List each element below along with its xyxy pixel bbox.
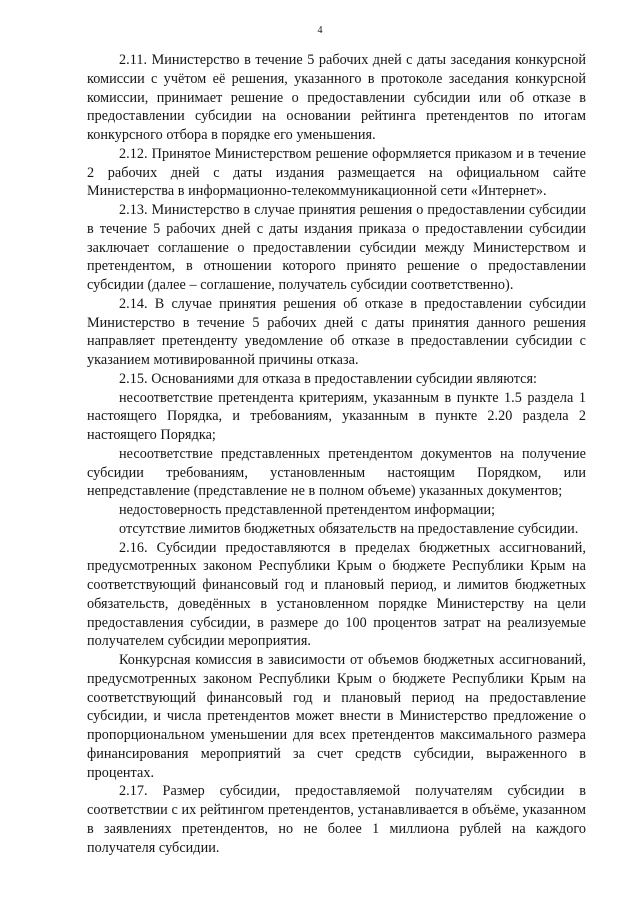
refusal-ground-documents: несоответствие представленных претендентом документов на получение субсидии требованиям, установленным настоящим Порядком, или непредставление (представление не в полном объеме) указанных документов;	[87, 445, 586, 500]
paragraph-2-11: 2.11. Министерство в течение 5 рабочих дней с даты заседания конкурсной комиссии с учётом её решения, указанного в протоколе заседания конкурсной комиссии, принимает решение о предоставлении субсидии или об отказе в предоставлении субсидии на основании рейтинга претендентов по итогам конкурсного отбора в порядке его уменьшения.	[87, 52, 586, 143]
document-body	[87, 51, 586, 857]
page-number: 4	[317, 25, 323, 36]
paragraph-2-14: 2.14. В случае принятия решения об отказе в предоставлении субсидии Министерство в течение 5 рабочих дней с даты принятия данного решения направляет претенденту уведомление об отказе в предоставлении субсидии с указанием мотивированной причины отказа.	[87, 295, 586, 368]
refusal-ground-no-limits: отсутствие лимитов бюджетных обязательств на предоставление субсидии.	[119, 520, 579, 537]
refusal-ground-false-info: недостоверность представленной претендентом информации;	[119, 502, 496, 518]
paragraph-2-16: 2.16. Субсидии предоставляются в пределах бюджетных ассигнований, предусмотренных законом Республики Крым о бюджете Республики Крым на соответствующий финансовый год и плановый период, и лимитов бюджетных обязательств, доведённых в установленном порядке Министерству на цели предоставления субсидии, в размере до 100 процентов затрат на реализуемые получателем субсидии мероприятия.	[87, 539, 586, 650]
paragraph-2-13: 2.13. Министерство в случае принятия решения о предоставлении субсидии в течение 5 рабочих дней с даты издания приказа о предоставлении субсидии заключает соглашение о предоставлении субсидии между Министерством и претендентом, в отношении которого принято решение о предоставлении субсидии (далее – соглашение, получатель субсидии соответственно).	[87, 202, 586, 293]
refusal-ground-criteria: несоответствие претендента критериям, указанным в пункте 1.5 раздела 1 настоящего Порядка, и требованиям, указанным в пункте 2.20 раздела 2 настоящего Порядка;	[87, 389, 586, 443]
paragraph-2-17: 2.17. Размер субсидии, предоставляемой получателям субсидии в соответствии с их рейтингом претендентов, устанавливается в объёме, указанном в заявлениях претендентов, но не более 1 миллиона рублей на каждого получателя субсидии.	[87, 783, 586, 856]
paragraph-commission-proposal: Конкурсная комиссия в зависимости от объемов бюджетных ассигнований, предусмотренных законом Республики Крым о бюджете Республики Крым на соответствующий финансовый год и плановый период на предоставление субсидии, и числа претендентов может внести в Министерство предложение о пропорциональном уменьшении для всех претендентов максимального размера финансирования мероприятий за счет средств субсидии, выраженного в процентах.	[87, 652, 586, 781]
paragraph-2-15: 2.15. Основаниями для отказа в предоставлении субсидии являются:	[119, 370, 538, 387]
paragraph-2-12: 2.12. Принятое Министерством решение оформляется приказом и в течение 2 рабочих дней с даты издания размещается на официальном сайте Министерства в информационно-телекоммуникационной сети «Интернет».	[87, 145, 586, 200]
